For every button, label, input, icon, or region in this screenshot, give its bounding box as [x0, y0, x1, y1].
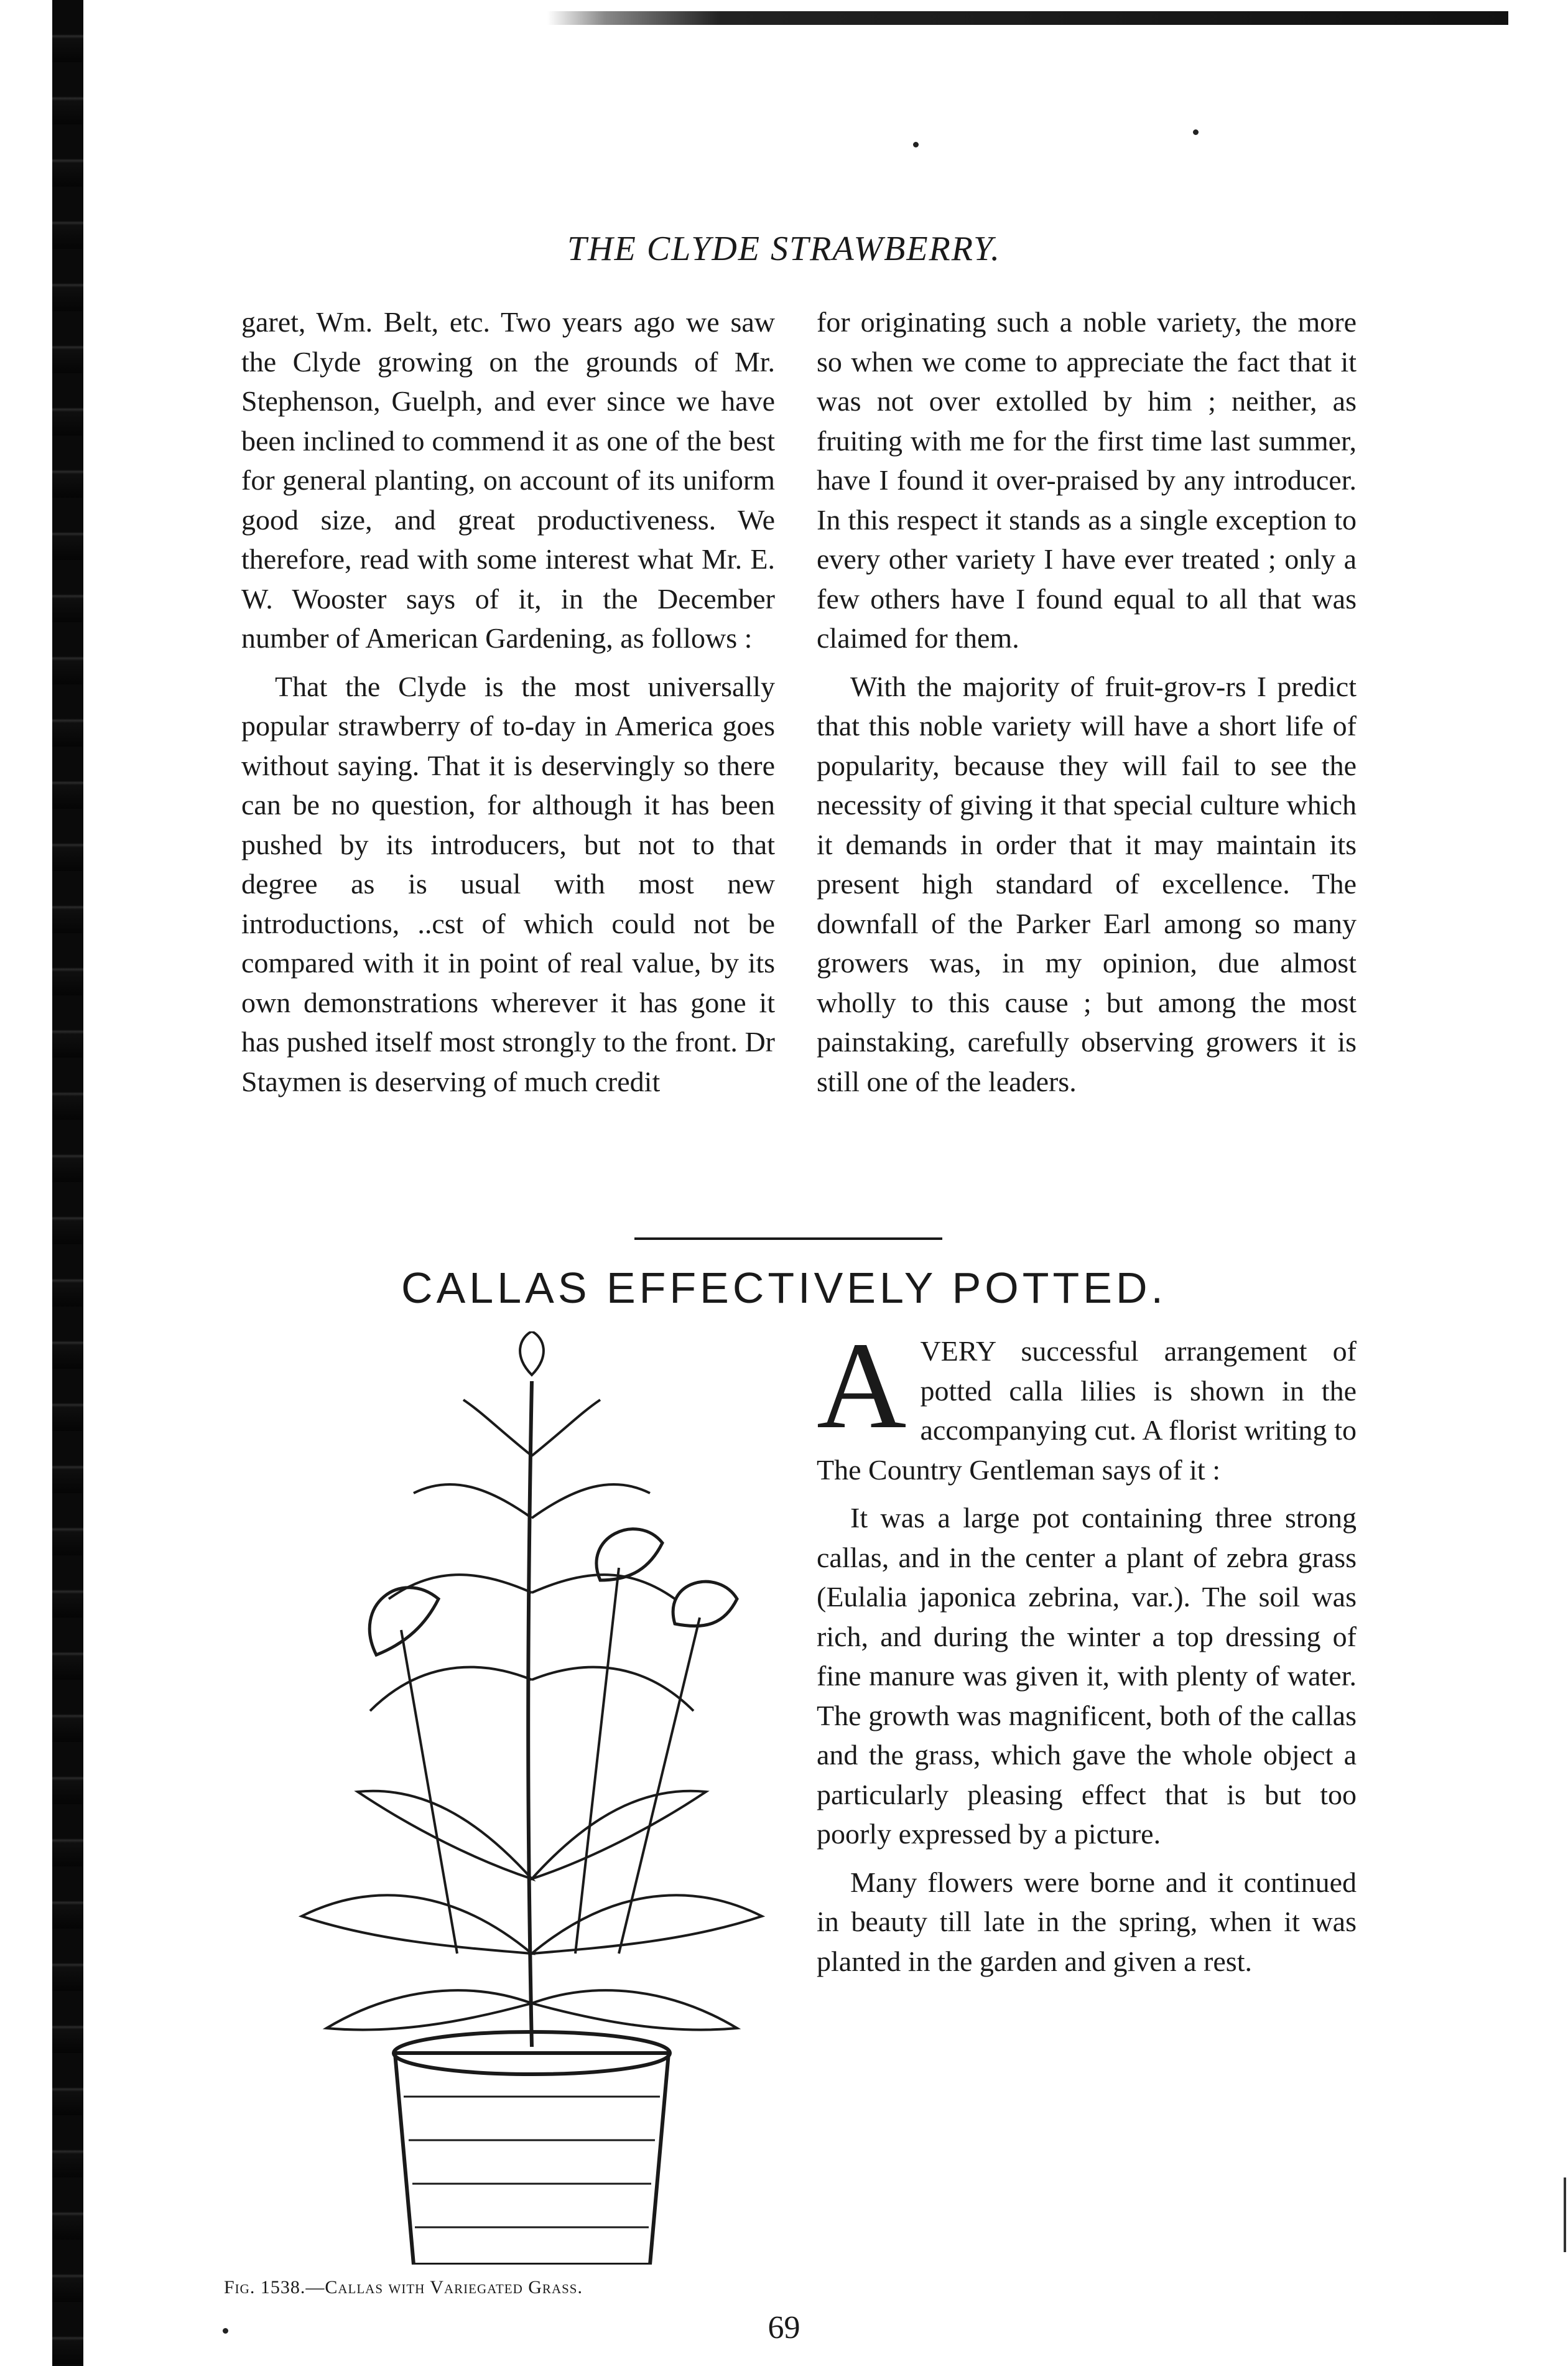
page-number: 69 [768, 2310, 800, 2345]
right-margin-mark [1564, 2177, 1566, 2252]
callas-paragraph-1-text: VERY successful arrangement of potted calla lilies is shown in the accompanying cut. A florist writing to The Country Gentleman says of it : [817, 1335, 1357, 1486]
section-title: CALLAS EFFECTIVELY POTTED. [401, 1264, 1167, 1312]
right-paragraph-2: With the majority of fruit-grov-rs I predict that this noble variety will have a short life of popularity, because they will fail to see the necessity of giving it that special culture which it demands in order that it may maintain its present high standard of excellence. The downfall of the Parker Earl among so many growers was, in my opinion, due almost wholly to this cause ; but among the most painstaking, carefully observing growers it is still one of the leaders. [817, 670, 1357, 1097]
left-paragraph-2: That the Clyde is the most universally popular strawberry of to-day in America goes without saying. That it is deservingly so there can be no question, for although it has been pushed by its introducers, but not to that degree as is usual with most new introductions, ..cst of which could not be compared with it in point of real value, by its own demonstrations wherever it has gone it has pushed itself most strongly to the front. Dr Staymen is deserving of much credit [241, 670, 775, 1097]
running-head: THE CLYDE STRAWBERRY. [567, 230, 1001, 268]
binding-edge [52, 0, 83, 2366]
left-column [241, 302, 775, 1101]
callas-paragraph-1 [817, 1317, 1357, 1489]
callas-paragraph-2: It was a large pot containing three strong callas, and in the center a plant of zebra grass (Eulalia japonica zebrina, var.). The soil was rich, and during the winter a top dressing of fine manure was given it, with plenty of water. The growth was magnificent, both of the callas and the grass, which gave the whole object a particularly pleasing effect that is but too poorly expressed by a picture. [817, 1502, 1357, 1850]
drop-cap: A [817, 1317, 907, 1455]
right-column [817, 302, 1357, 1101]
figure-caption: Fig. 1538.—Callas with Variegated Grass. [224, 2277, 583, 2298]
callas-article [817, 1317, 1357, 1981]
left-paragraph-1: garet, Wm. Belt, etc. Two years ago we saw the Clyde growing on the grounds of Mr. Stephenson, Guelph, and ever since we have been inclined to commend it as one of the best for general planting, on account of its uniform good size, and great productiveness. We therefore, read with some interest what Mr. E. W. Wooster says of it, in the December number of American Gardening, as follows : [241, 306, 775, 654]
right-paragraph-1: for originating such a noble variety, the more so when we come to appreciate the fact that it was not over extolled by him ; neither, as fruiting with me for the first time last summer, have I found it over-praised by any introducer. In this respect it stands as a single exception to every other variety I have ever treated ; only a few others have I found equal to all that was claimed for them. [817, 306, 1357, 654]
callas-paragraph-3: Many flowers were borne and it continued in beauty till late in the spring, when it was planted in the garden and given a rest. [817, 1866, 1357, 1977]
print-speck [913, 142, 919, 147]
print-speck [1193, 129, 1199, 135]
section-divider [634, 1237, 942, 1240]
top-border-rule [547, 11, 1508, 25]
potted-calla-lilies-illustration [252, 1331, 812, 2265]
